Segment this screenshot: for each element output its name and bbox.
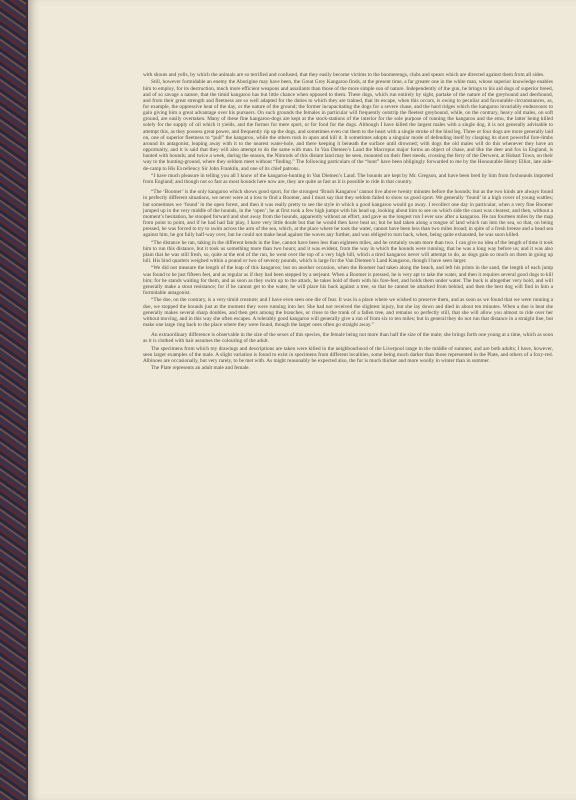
book-binding-edge bbox=[0, 0, 28, 800]
paragraph: with shouts and yells, by which the animals are so terrified and confused, that they easily become victims to the boomerengs, clubs and spears which are directed against them from all sides. bbox=[143, 72, 545, 78]
paragraph: Still, however formidable an enemy the Aborigine may have been, the Great Grey Kangaroo finds, at the present time, a far greater one in the white man, whose superior knowledge enables him to employ, for its destruction, much more efficient weapons and assailants than those of the more simple son of nature. Independently of the gun, he brings to his aid dogs of superior breed, and of so savage a nature, that the timid kangaroo has but little chance when opposed to them. These dogs, which run entirely by sight, partake of the nature of the greyhound and deerhound, and from their great strength and fleetness are so well adapted for the duties to which they are trained, that its escape, when this occurs, is owing to peculiar and favourable circumstances, as, for example, the oppressive heat of the day, or the nature of the ground; the former incapacitating the dogs for a severe chase, and the hard ridges which the kangaroo invariably endeavours to gain giving him a great advantage over his pursuers. On such grounds the females in particular will frequently outstrip the fleetest greyhound, while, on the contrary, heavy old males, on soft ground, are easily overtaken. Many of these fine kangaroo-dogs are kept at the stock-stations of the interior for the sole purpose of running the kangaroo and the emu, the latter being killed solely for the supply of oil which it yields, and the former for mere sport, or for food for the dogs. Although I have killed the largest males with a single dog, it is not generally advisable to attempt this, as they possess great power, and frequently rip up the dogs, and sometimes even cut them to the heart with a single stroke of the hind leg. Three or four dogs are more generally laid on, one of superior fleetness to “pull” the kangaroo, while the others rush in upon and kill it. It sometimes adopts a singular mode of defending itself by clasping its short powerful fore-limbs around its antagonist, leaping away with it to the nearest water-hole, and there keeping it beneath the surface until drowned; with dogs the old males will do this whenever they have an opportunity, and it is said that they will also attempt to do the same with man. In Van Diemen’s Land the Macropus major forms an object of chase, and like the deer and fox in England, is hunted with hounds; and twice a week, during the season, the Nimrods of this distant land may be seen, mounted on their fleet steeds, crossing the ferry of the Derwent, at Hobart Town, on their way to the hunting-ground, where they seldom meet without “finding.” The following particulars of the “hunt” have been obligingly forwarded to me by the Honourable Henry Elliot, late aide-de-camp to His Excellency Sir John Franklin, and one of its chief patrons. bbox=[143, 79, 553, 172]
paragraph: “I have much pleasure in telling you all I know of the kangaroo-hunting in Van Diemen’s Land. The hounds are kept by Mr. Gregson, and have been bred by him from foxhounds imported from England; and though not so fast as most hounds here now are, they are quite as fast as it is possible to ride in that country. bbox=[143, 172, 553, 186]
paragraph: “The ‘Boomer’ is the only kangaroo which shows good sport, for the strongest ‘Brush Kangaroo’ cannot live above twenty minutes before the hounds; but as the two kinds are always found in perfectly different situations, we never were at a loss to find a Boomer, and I must say that they seldom failed to show us good sport. We generally ‘found’ in a high cover of young wattles; but sometimes we ‘found’ in the open forest, and then it was really pretty to see the style in which a good kangaroo would go away. I recollect one day in particular, when a very fine Boomer jumped up in the very middle of the hounds, in the ‘open’; he at first took a few high jumps with his head up, looking about him to see on which side the coast was clearest, and then, without a moment’s hesitation, he stooped forward and shot away from the hounds, apparently without an effort, and gave us the longest run I ever saw after a kangaroo. He ran fourteen miles by the map from point to point, and if he had had fair play, I have very little doubt but that he would then have beat us; but he had taken along a tongue of land which ran into the sea, so that, on being pressed, he was forced to try to swim across the arm of the sea, which, at the place where he took the water, cannot have been less than two miles broad; in spite of a fresh breeze and a head sea against him, he got fully half-way over, but he could not make head against the waves any further, and was obliged to turn back, when, being quite exhausted, he was soon killed. bbox=[143, 189, 553, 239]
paragraph: The specimens from which my drawings and descriptions are taken were killed in the neighbourhood of the Liverpool range in the middle of summer, and are both adults; I have, however, seen larger examples of the male. A slight variation is found to exist in specimens from different localities, some being much darker than those represented in the Plate, and others of a foxy-red. Albinoes are occasionally, but very rarely, to be met with. As might reasonably be expected also, the fur is much thicker and more woolly in winter than in summer. bbox=[143, 345, 553, 364]
paragraph: An extraordinary difference is observable in the size of the sexes of this species, the female being not more than half the size of the male; she brings forth one young at a time, which as soon as it is clothed with hair assumes the colouring of the adult. bbox=[143, 332, 553, 345]
paragraph: “We did not measure the length of the leap of this kangaroo; but on another occasion, when the Boomer had taken along the beach, and left his prints in the sand, the length of each jump was found to be just fifteen feet, and as regular as if they had been stepped by a serjeant. When a Boomer is pressed, he is very apt to take the water, and then it requires several good dogs to kill him; for he stands waiting for them, and as soon as they swim up to the attack, he takes hold of them with his fore-feet, and holds them under water. The buck is altogether very bold, and will generally make a stout resistance; for if he cannot get to the water, he will place his back against a tree, so that he cannot be attacked from behind, and then the best dog will find in him a formidable antagonist. bbox=[143, 265, 553, 297]
body-text bbox=[143, 72, 553, 373]
paragraph: “The distance he ran, taking in the different bends in the line, cannot have been less than eighteen miles, and he certainly swam more than two. I can give no idea of the length of time it took him to run this distance, but it took us something more than two hours; and it was evident, from the way in which the hounds were running, that he was a long way before us; and it was also plain that he was still fresh, so, quite at the end of the run, he went over the top of a very high hill, which a tired kangaroo never will attempt to do, as dogs gain so much on them in going up hill. His hind quarters weighed within a pound or two of seventy pounds, which is large for the Van Diemen’s Land Kangaroo, though I have seen larger. bbox=[143, 239, 553, 265]
paragraph: “The doe, on the contrary, is a very timid creature; and I have even seen one die of fear. It was in a place where we wished to preserve them, and as soon as we found that we were running a doe, we stopped the hounds just at the moment they were running into her. She had not received the slightest injury, but she lay down and died in about ten minutes. When a doe is beat she generally makes several sharp doubles, and then gets among the branches, or close to the trunk of a fallen tree, and remains so perfectly still, that she will allow you almost to ride over her without moving, and in this way she often escapes. A tolerably good kangaroo will generally give a run of from six to ten miles; but in general they do not run that distance in a straight line, but make one large ring back to the place where they were found, though the larger ones often go straight away.” bbox=[143, 297, 553, 329]
paragraph: The Plate represents an adult male and female. bbox=[151, 365, 250, 372]
book-page bbox=[28, 0, 576, 800]
